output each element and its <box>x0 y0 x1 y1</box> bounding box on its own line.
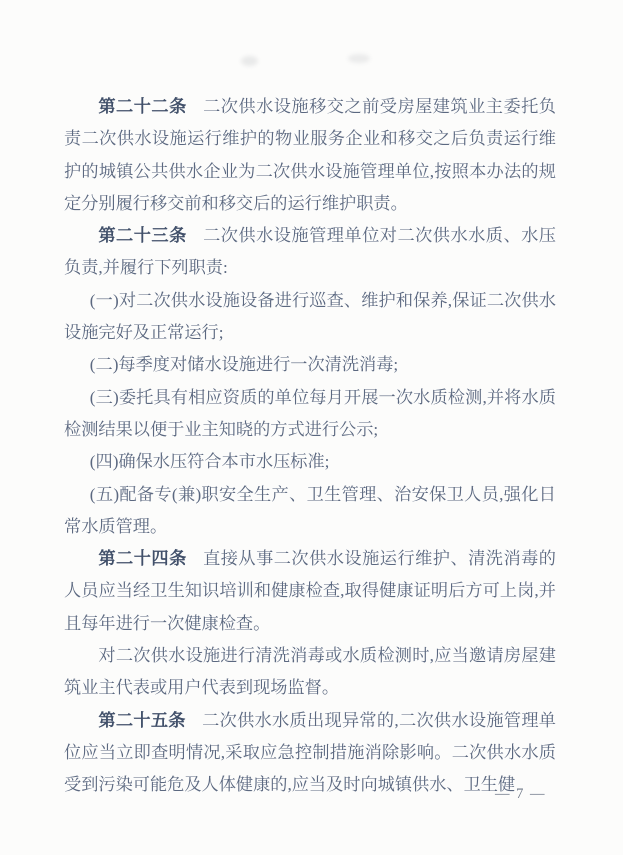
paragraph <box>64 640 556 705</box>
paragraph-text: 二次供水设施移交之前受房屋建筑业主委托负责二次供水设施运行维护的物业服务企业和移交之后负责运行维护的城镇公共供水企业为二次供水设施管理单位,按照本办法的规定分别履行移交前和移交后的运行维护职责。 <box>64 97 556 213</box>
paragraph-text: 直接从事二次供水设施运行维护、清洗消毒的人员应当经卫生知识培训和健康检查,取得健康证明后方可上岗,并且每年进行一次健康检查。 <box>64 549 556 633</box>
article-number: 第二十五条 <box>98 710 186 730</box>
paragraph-text: (五)配备专(兼)职安全生产、卫生管理、治安保卫人员,强化日常水质管理。 <box>64 484 556 536</box>
paragraph-text: 二次供水水质出现异常的,二次供水设施管理单位应当立即查明情况,采取应急控制措施消除影响。二次供水水质受到污染可能危及人体健康的,应当及时向城镇供水、卫生健 <box>64 710 556 795</box>
paragraph <box>64 382 556 447</box>
paragraph-text: 二次供水设施管理单位对二次供水水质、水压负责,并履行下列职责: <box>64 226 556 278</box>
article-number: 第二十三条 <box>98 226 187 246</box>
document-body <box>64 91 556 802</box>
page-number: — 7 — <box>495 786 546 802</box>
paragraph <box>64 705 556 802</box>
paragraph <box>64 479 556 544</box>
paragraph <box>64 91 556 220</box>
paragraph-text: (一)对二次供水设施设备进行巡查、维护和保养,保证二次供水设施完好及正常运行; <box>64 290 556 343</box>
paragraph <box>64 285 556 350</box>
paragraph-text: 对二次供水设施进行清洗消毒或水质检测时,应当邀请房屋建筑业主代表或用户代表到现场监督。 <box>64 646 556 698</box>
scan-artifact <box>348 54 370 63</box>
article-number: 第二十四条 <box>98 549 187 569</box>
article-number: 第二十二条 <box>98 97 187 116</box>
paragraph <box>64 543 556 640</box>
scan-artifact <box>241 56 258 66</box>
paragraph <box>64 446 556 478</box>
paragraph-text: (三)委托具有相应资质的单位每月开展一次水质检测,并将水质检测结果以便于业主知晓的方式进行公示; <box>64 387 556 439</box>
paragraph-text: (二)每季度对储水设施进行一次清洗消毒; <box>89 355 399 375</box>
paragraph <box>64 349 556 381</box>
paragraph <box>64 220 556 285</box>
paragraph-text: (四)确保水压符合本市水压标准; <box>89 452 330 472</box>
